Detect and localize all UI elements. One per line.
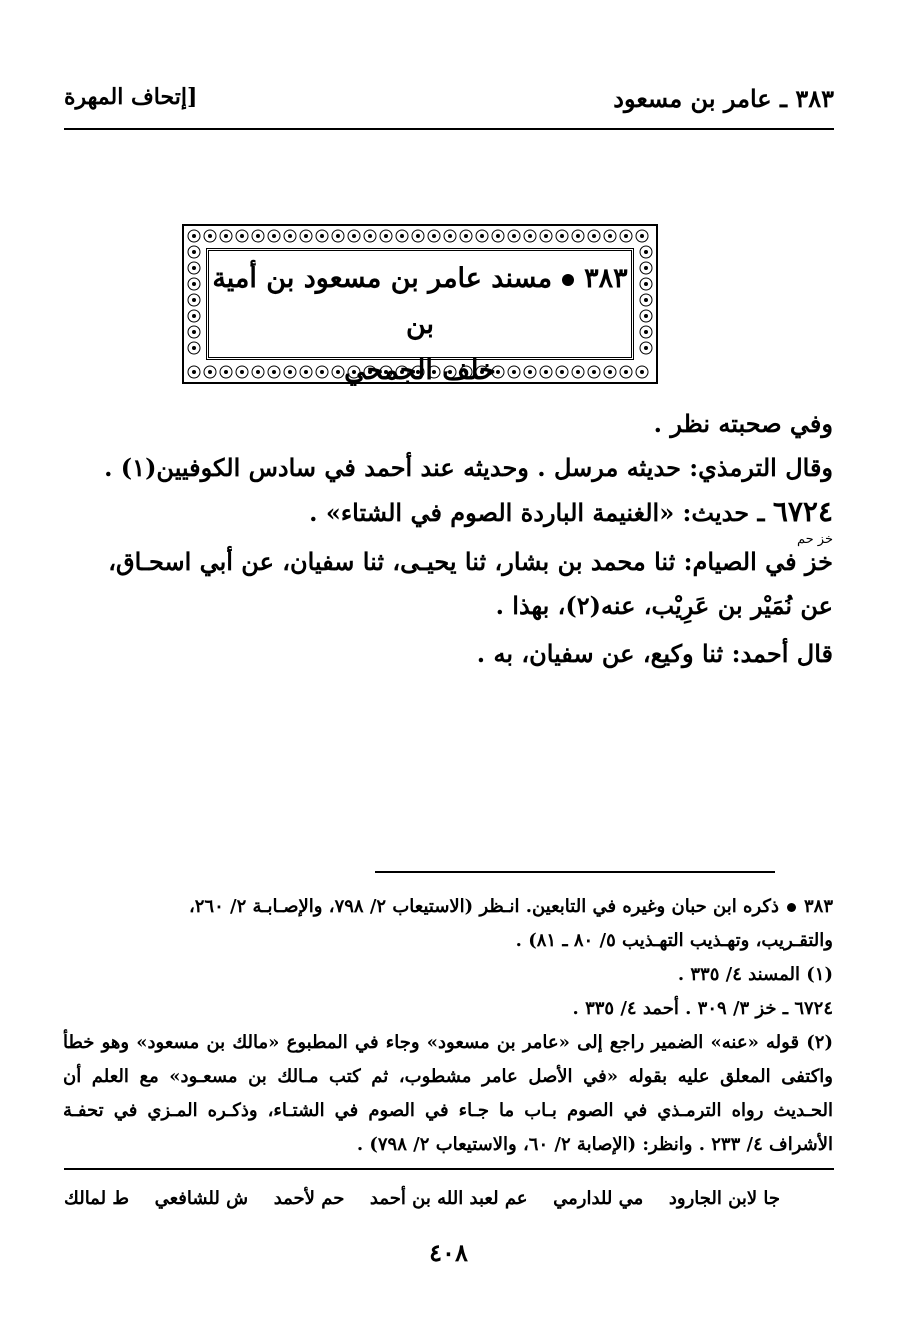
ornament-flower — [476, 230, 488, 242]
ornament-flower — [572, 230, 584, 242]
ornament-flower — [380, 230, 392, 242]
text-line: عن نُمَيْر بن عَرِيْب، عنه(٢)، بهذا . — [495, 591, 833, 620]
text-line: قال أحمد: ثنا وكيع، عن سفيان، به . — [476, 639, 833, 668]
footnote-2: (٢) قوله «عنه» الضمير راجع إلى «عامر بن مسعود» وجاء في المطبوع «مالك بن مسعود» وهو خطأ واكتفى المعلق عليه بقوله «في الأصل عامر مشطوب، ثم كتب مـالك بن مسعـود» مع العلم أن الحـديث رواه الترمـذي في الصوم بـاب ما جـاء في الصوم في الشتـاء، وذكـره المـزي في تحفـة الأشراف ٤/ ٢٣٣ . وانظر: (الإصابة ٢/ ٦٠، والاستيعاب ٢/ ٧٩٨) . — [63, 1032, 833, 1155]
bullet-icon — [562, 274, 574, 286]
ornament-flower — [204, 230, 216, 242]
text-line: وقال الترمذي: حديثه مرسل . وحديثه عند أحمد في سادس الكوفيين(١) . — [104, 453, 833, 482]
hadith-number: ٦٧٢٤ — [772, 495, 833, 528]
ornament-flower — [412, 230, 424, 242]
footnote-383 — [63, 890, 833, 924]
ornament-flower — [364, 230, 376, 242]
ornament-flower — [636, 366, 648, 378]
ornament-flower — [524, 230, 536, 242]
ornament-flower — [188, 366, 200, 378]
ornament-flower — [640, 278, 652, 290]
ornament-flower — [588, 230, 600, 242]
hadith-heading — [63, 490, 833, 535]
ornament-flower — [188, 246, 200, 258]
ornament-flower — [236, 230, 248, 242]
hadith-title: ـ حديث: «الغنيمة الباردة الصوم في الشتاء» . — [309, 498, 765, 527]
ornament-flower — [620, 230, 632, 242]
running-header — [64, 84, 834, 120]
ornament-flower — [188, 278, 200, 290]
page-number: ٤٠٨ — [429, 1238, 468, 1267]
ornament-flower — [508, 230, 520, 242]
ornament-flower — [188, 342, 200, 354]
main-text — [63, 402, 833, 535]
ornament-flower — [348, 230, 360, 242]
abbreviation-item: حم لأحمد — [273, 1188, 345, 1209]
ornament-flower — [268, 230, 280, 242]
ornament-flower — [188, 230, 200, 242]
abbreviation-item: عم لعبد الله بن أحمد — [369, 1188, 528, 1209]
text-line: وفي صحبته نظر . — [653, 409, 833, 438]
musnad-title — [212, 256, 628, 394]
main-text-continued — [63, 540, 833, 680]
footnote-divider — [375, 871, 775, 873]
bullet-icon — [787, 903, 796, 912]
abbreviation-item: ط لمالك — [64, 1188, 129, 1209]
text-line: خز في الصيام: ثنا محمد بن بشار، ثنا يحيـى، ثنا سفيان، عن أبي اسحـاق، — [108, 547, 833, 576]
margin-gloss: خز حم — [796, 532, 833, 547]
ornament-flower — [640, 246, 652, 258]
ornament-flower — [636, 230, 648, 242]
header-chapter-title: ٣٨٣ ـ عامر بن مسعود — [613, 84, 834, 113]
ornament-flower — [460, 230, 472, 242]
ornament-flower — [640, 342, 652, 354]
ornament-flower — [640, 310, 652, 322]
musnad-number: ٣٨٣ — [584, 263, 628, 294]
ornament-flower — [640, 294, 652, 306]
footnote-1: (١) المسند ٤/ ٣٣٥ . — [677, 964, 833, 985]
header-book-title: [إتحاف المهرة — [64, 84, 198, 110]
ornament-flower — [640, 262, 652, 274]
footnote-383-continued: والتقـريب، وتهـذيب التهـذيب ٥/ ٨٠ ـ ٨١) . — [515, 930, 833, 951]
title-ornamental-frame — [182, 224, 658, 384]
ornament-flower — [284, 230, 296, 242]
ornament-flower — [188, 310, 200, 322]
ornament-flower — [640, 326, 652, 338]
ornament-flower — [396, 230, 408, 242]
footnotes — [63, 890, 833, 1162]
abbreviation-item: مي للدارمي — [553, 1188, 644, 1209]
ornament-flower — [556, 230, 568, 242]
ornament-flower — [188, 294, 200, 306]
ornament-flower — [428, 230, 440, 242]
ornament-flower — [540, 230, 552, 242]
musnad-title-line2: خلف الجمحي — [344, 355, 496, 386]
ornament-flower — [220, 230, 232, 242]
ornament-flower — [492, 230, 504, 242]
footnote-383-text: ذكره ابن حبان وغيره في التابعين. انـظر (الاستيعاب ٢/ ٧٩٨، والإصـابـة ٢/ ٢٦٠، — [188, 896, 779, 917]
abbreviation-item: جا لابن الجارود — [668, 1188, 780, 1209]
ornament-flower — [300, 230, 312, 242]
header-divider — [64, 128, 834, 130]
footnote-hadith-sources: ٦٧٢٤ ـ خز ٣/ ٣٠٩ . أحمد ٤/ ٣٣٥ . — [572, 998, 833, 1019]
ornament-flower — [332, 230, 344, 242]
abbreviation-divider — [64, 1168, 834, 1170]
ornament-flower — [188, 262, 200, 274]
abbreviation-item: ش للشافعي — [154, 1188, 249, 1209]
ornament-flower — [316, 230, 328, 242]
musnad-title-line1: مسند عامر بن مسعود بن أمية بن — [212, 263, 553, 340]
footnote-383-number: ٣٨٣ — [803, 896, 833, 917]
ornament-flower — [604, 230, 616, 242]
ornament-flower — [252, 230, 264, 242]
ornament-flower — [444, 230, 456, 242]
ornament-flower — [188, 326, 200, 338]
abbreviation-key — [64, 1188, 780, 1209]
